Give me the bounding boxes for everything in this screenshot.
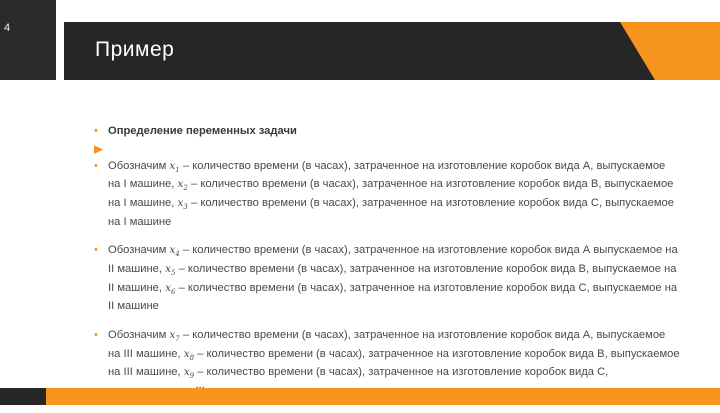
corner-block	[0, 0, 56, 80]
variable: $x_2$	[177, 178, 188, 193]
slide-number: 4	[4, 22, 11, 34]
variable: $x_9$	[183, 366, 195, 381]
bullet-dot-icon: •	[94, 328, 98, 341]
footer-dark-bar	[0, 388, 46, 405]
paragraph-text: – количество времени (в часах), затраченное на изготовление коробок вида В, выпускаемое на II машине,	[108, 262, 677, 294]
paragraph-text: – количество времени (в часах), затраченное на изготовление коробок вида С, выпускаемое на II машине	[108, 281, 678, 313]
paragraph-1	[94, 159, 680, 230]
heading-text: Определение переменных задачи	[108, 125, 297, 137]
bullet-dot-icon: •	[94, 244, 98, 257]
slide-title: Пример	[95, 38, 175, 61]
footer-accent-bar	[46, 388, 720, 405]
paragraph-text: – количество времени (в часах), затраченное на изготовление коробок вида В, выпускаемое на III машине,	[108, 347, 680, 379]
paragraph-lead: Обозначим	[108, 159, 170, 172]
slide-content	[94, 124, 680, 413]
paragraph-2	[94, 243, 680, 314]
variable: $x_8$	[183, 347, 195, 362]
content-heading	[94, 124, 680, 139]
variable: $x_5$	[165, 262, 176, 278]
variable: $x_4$	[169, 244, 180, 259]
paragraph-text: – количество времени (в часах), затраченное на изготовление коробок вида А, выпускаемое на I машине,	[108, 159, 666, 191]
variable: $x_7$	[169, 328, 180, 343]
paragraph-text: – количество времени (в часах), затраченное на изготовление коробок вида С, выпускаемое на I машине	[108, 196, 675, 228]
play-arrow-icon: ▶	[94, 142, 104, 155]
variable: $x_3$	[177, 196, 188, 212]
variable: $x_1$	[169, 159, 180, 174]
paragraph-text: – количество времени (в часах), затраченное на изготовление коробок вида А, выпускаемое на III машине,	[108, 328, 666, 360]
paragraph-text: – количество времени (в часах), затраченное на изготовление коробок вида А выпускаемое на II машине,	[108, 244, 678, 275]
paragraph-lead: Обозначим	[108, 328, 170, 341]
bullet-dot-icon: •	[94, 159, 98, 172]
arrow-row	[94, 142, 680, 156]
bullet-dot-icon: •	[94, 125, 98, 137]
variable: $x_6$	[165, 281, 176, 296]
paragraph-lead: Обозначим	[108, 244, 170, 257]
paragraph-text: – количество времени (в часах), затраченное на изготовление коробок вида В, выпускаемое на I машине,	[108, 178, 674, 209]
paragraph-text: – количество времени (в часах), затраченное на изготовление коробок вида С,	[197, 366, 609, 379]
